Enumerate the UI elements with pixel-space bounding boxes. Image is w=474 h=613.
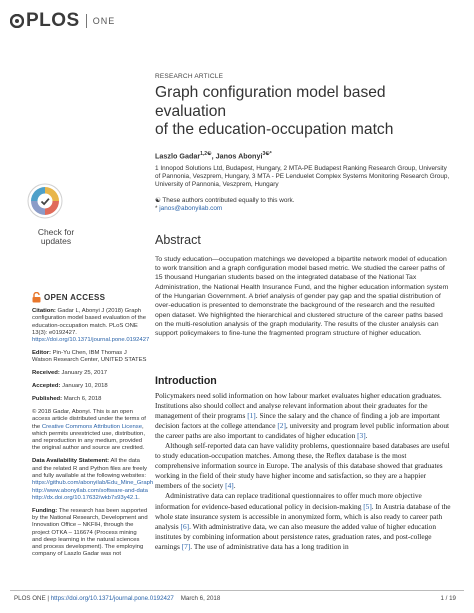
intro-p1-text-a: Policymakers need solid information on how labour market evaluates higher education graduates. Institutions also should collect and analyse relevant information about their graduates for the management of their programs xyxy=(155,391,442,421)
logo-divider xyxy=(86,14,87,28)
copyright-block xyxy=(32,409,148,453)
author-list xyxy=(155,151,451,160)
footer-journal: PLOS ONE xyxy=(14,595,46,602)
email-link[interactable]: janos@abonyilab.com xyxy=(159,204,223,212)
data-availability-text-a: All the data and the related R and Python files are freely and fully available at the following websites: xyxy=(32,458,147,479)
introduction-body xyxy=(155,391,451,552)
plos-one-logo[interactable] xyxy=(10,10,115,32)
open-lock-icon xyxy=(32,292,41,303)
cc-license-link[interactable]: Creative Commons Attribution License xyxy=(41,423,143,430)
brand-name: PLOS xyxy=(26,10,80,31)
copyright-text-a: © 2018 Gadar, Abonyi. This is an open access article distributed under the terms of the xyxy=(32,408,146,430)
author-notes xyxy=(155,197,451,213)
copyright-text-b: , which permits unrestricted use, distribution, and reproduction in any medium, provided the original author and source are credited. xyxy=(32,423,145,452)
journal-name: ONE xyxy=(92,16,116,26)
data-availability-label: Data Availability Statement: xyxy=(32,458,110,465)
corresponding-email xyxy=(155,205,451,213)
published-date: March 6, 2018 xyxy=(62,396,102,403)
check-updates-line1: Check for xyxy=(37,227,75,237)
ref-1-link[interactable]: [1] xyxy=(247,411,256,421)
article-title xyxy=(155,84,451,140)
editor-block xyxy=(32,350,148,365)
data-availability-text-d: . xyxy=(138,494,140,501)
introduction-heading: Introduction xyxy=(155,375,217,387)
editor-label: Editor: xyxy=(32,350,51,357)
citation-block xyxy=(32,308,148,344)
ref-2-link[interactable]: [2] xyxy=(277,421,286,431)
published-label: Published: xyxy=(32,396,63,403)
check-for-updates-badge[interactable] xyxy=(26,182,86,246)
check-updates-label xyxy=(26,228,86,246)
intro-paragraph-1 xyxy=(155,391,451,441)
citation-text: Gadar L, Abonyi J (2018) Graph configuration model based evaluation of the education-occupation match. PLoS ONE 13(3): e0192427. xyxy=(32,308,146,336)
intro-p1-text-b: . Since the salary and the chance of finding a job are important decision factors at the college attendance xyxy=(155,411,440,431)
github-link[interactable]: https://github.com/abonyilab/Edu_Mine_Graph xyxy=(32,480,154,487)
author-2[interactable]: Janos Abonyi xyxy=(215,150,263,160)
abstract-text: To study education—occupation matchings we developed a bipartite network model of education to work transition and a graph configuration model based metric. We studied the career paths of 15 thousand Hungarian students based on the integrated database of the National Tax Administration, the National Health Insurance Fund, and the higher education information system of the Hungarian Government. A brief analysis of gender pay gap and the spatial distribution of over-education is presented to demonstrate the background of the research and the resulted open dataset. We highlighted the hierarchical and clustered structure of the career paths based on the multi-resolution analysis of the graph modularity. The results of the cluster analysis can support policymakers to fine-tune the fragmented program structure of higher education. xyxy=(155,255,449,338)
citation-doi-link[interactable]: https://doi.org/10.1371/journal.pone.0192427 xyxy=(32,337,150,344)
funding-text: The research has been supported by the National Research, Development and Innovation Office – NKFIH, through the project OTKA – 116674 (Process mining and deep learning in the natural sciences and process development). The employing company of Laszlo Gadar was not xyxy=(32,507,148,558)
intro-p2-text-a: Although self-reported data can have validity problems, questionnaire based databases are useful to study education-occupation matches. Among these, the Reflex database is the most comprehensive information source in Europe. The analysis of this database showed that graduates working in the field of their study have higher income and satisfaction, so they are a happier members of the society xyxy=(155,441,450,491)
author-2-affil: 3 xyxy=(262,150,266,157)
intro-paragraph-3 xyxy=(155,491,451,551)
open-access-label xyxy=(32,292,148,303)
mendeley-data-link[interactable]: http://dx.doi.org/10.17632/wkb7s93y42.1 xyxy=(32,494,139,501)
accepted-date: January 10, 2018 xyxy=(60,383,108,390)
equal-contribution-note: ☯ These authors contributed equally to this work. xyxy=(155,196,295,204)
footer-doi-link[interactable]: https://doi.org/10.1371/journal.pone.0192427 xyxy=(50,595,174,602)
intro-p3-text-c: . With administrative data, we can also measure the added value of higher education institutes by combining information about persistence rates, graduation rates, and post-college earnings xyxy=(155,521,437,551)
data-availability-block xyxy=(32,458,154,502)
abstract-heading: Abstract xyxy=(155,232,201,247)
funding-block xyxy=(32,508,148,559)
article-metadata-sidebar xyxy=(32,292,154,564)
title-line-2: of the education-occupation match xyxy=(155,121,394,138)
ref-7-link[interactable]: [7] xyxy=(181,541,191,551)
received-label: Received: xyxy=(32,370,60,377)
intro-p3-text-b: . In Austria database of the whole state insurance system is accessible in anonymized form, which is also ready to career path analysis xyxy=(155,501,451,531)
funding-label: Funding: xyxy=(32,507,58,514)
footer-date: March 6, 2018 xyxy=(180,595,221,602)
editor-text: Pin-Yu Chen, IBM Thomas J Watson Research Center, UNITED STATES xyxy=(32,350,147,364)
page-number: 1 / 19 xyxy=(440,595,456,602)
received-block xyxy=(32,370,148,377)
email-marker: * xyxy=(155,204,160,212)
citation-label: Citation: xyxy=(32,308,56,314)
author-1-affil: 1,2 xyxy=(200,150,208,157)
page-footer xyxy=(0,590,474,604)
received-date: January 25, 2017 xyxy=(59,370,108,377)
author-separator: , xyxy=(211,150,216,160)
plos-logo-icon xyxy=(10,14,24,28)
intro-p1-text-d: . xyxy=(365,431,368,441)
intro-p3-text-d: . The use of administrative data has a long tradition in xyxy=(190,541,349,551)
abonyilab-link[interactable]: http://www.abonyilab.com/software-and-data xyxy=(32,487,148,494)
title-line-1: Graph configuration model based evaluation xyxy=(155,84,386,120)
author-2-marks: ☯* xyxy=(265,150,272,157)
intro-p2-text-b: . xyxy=(233,481,236,491)
ref-3-link[interactable]: [3] xyxy=(357,431,366,441)
check-updates-icon xyxy=(26,182,64,220)
ref-5-link[interactable]: [5] xyxy=(363,501,372,511)
published-block xyxy=(32,396,148,403)
accepted-label: Accepted: xyxy=(32,383,61,390)
open-access-text: OPEN ACCESS xyxy=(44,292,106,302)
intro-p1-text-c: , university and program level public information about the career paths are also important to candidates of higher education xyxy=(155,421,450,441)
check-updates-line2: updates xyxy=(40,236,72,246)
accepted-block xyxy=(32,383,148,390)
footer-rule xyxy=(10,590,464,591)
affiliations: 1 Innopod Solutions Ltd, Budapest, Hungary, 2 MTA-PE Budapest Ranking Research Group, University of Pannonia, Veszprem, Hungary, 3 MTA - PE Lenduelet Complex Systems Monitoring Research Group, University of Pannonia, Veszprem, Hungary xyxy=(155,164,450,188)
author-1[interactable]: Laszlo Gadar xyxy=(155,150,201,160)
intro-p3-text-a: Administrative data can replace traditional questionnaires to offer much more objective information for evidence-based educational policy in decision-making xyxy=(155,491,422,511)
footer-sep: | xyxy=(45,595,51,602)
intro-paragraph-2 xyxy=(155,441,451,491)
author-1-marks: ☯ xyxy=(207,150,212,157)
article-header xyxy=(155,73,451,339)
ref-6-link[interactable]: [6] xyxy=(180,521,190,531)
footer-citation xyxy=(14,595,220,602)
article-type: RESEARCH ARTICLE xyxy=(155,73,224,80)
ref-4-link[interactable]: [4] xyxy=(225,481,234,491)
